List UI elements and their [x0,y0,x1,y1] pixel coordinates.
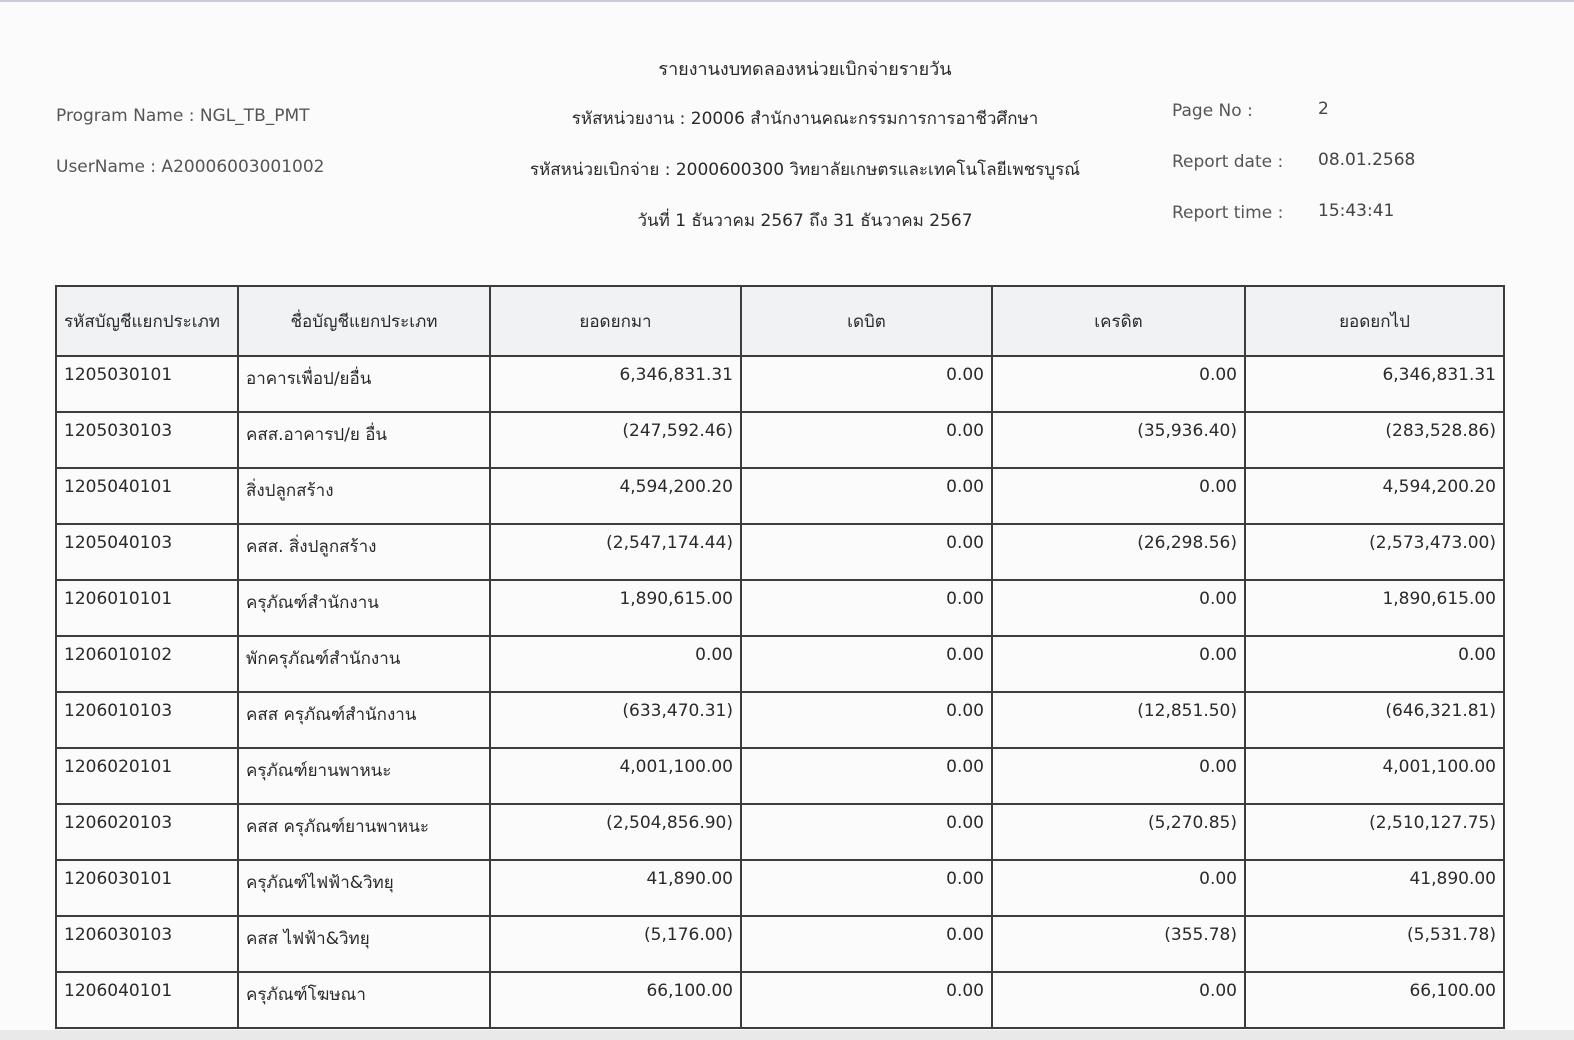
cell-account-name: ครุภัณฑ์ยานพาหนะ [238,748,490,804]
cell-credit: 0.00 [992,356,1245,412]
cell-closing-balance: 66,100.00 [1245,972,1504,1028]
cell-opening-balance: (247,592.46) [490,412,741,468]
cell-account-code: 1205030101 [56,356,238,412]
cell-opening-balance: 4,594,200.20 [490,468,741,524]
cell-credit: 0.00 [992,580,1245,636]
cell-account-name: อาคารเพื่อป/ยอื่น [238,356,490,412]
table-row [56,580,1504,636]
cell-credit: (5,270.85) [992,804,1245,860]
username: UserName : A20006003001002 [56,157,325,177]
cell-debit: 0.00 [741,468,992,524]
cell-debit: 0.00 [741,524,992,580]
disbursement-unit-line: รหัสหน่วยเบิกจ่าย : 2000600300 วิทยาลัยเกษตรและเทคโนโลยีเพชรบูรณ์ [529,160,1081,180]
cell-account-name: ครุภัณฑ์โฆษณา [238,972,490,1028]
cell-credit: 0.00 [992,860,1245,916]
cell-account-code: 1205040103 [56,524,238,580]
cell-account-code: 1205030103 [56,412,238,468]
table-row [56,972,1504,1028]
cell-credit: 0.00 [992,748,1245,804]
date-range-line: วันที่ 1 ธันวาคม 2567 ถึง 31 ธันวาคม 2567 [637,211,973,231]
cell-account-name: ครุภัณฑ์ไฟฟ้า&วิทยุ [238,860,490,916]
cell-closing-balance: (2,573,473.00) [1245,524,1504,580]
column-header-credit: เครดิต [992,286,1245,356]
cell-account-code: 1205040101 [56,468,238,524]
table-row [56,748,1504,804]
cell-account-name: พักครุภัณฑ์สำนักงาน [238,636,490,692]
cell-account-code: 1206010102 [56,636,238,692]
report-title: รายงานงบทดลองหน่วยเบิกจ่ายรายวัน [658,59,952,80]
cell-opening-balance: 1,890,615.00 [490,580,741,636]
cell-debit: 0.00 [741,356,992,412]
cell-credit: (12,851.50) [992,692,1245,748]
report-time-label: Report time : [1172,203,1284,223]
report-time-value: 15:43:41 [1318,201,1395,221]
cell-account-name: คสส. สิ่งปลูกสร้าง [238,524,490,580]
table-row [56,524,1504,580]
cell-credit: (26,298.56) [992,524,1245,580]
cell-account-code: 1206040101 [56,972,238,1028]
cell-account-code: 1206020101 [56,748,238,804]
top-edge-divider [0,0,1574,2]
table-row [56,860,1504,916]
cell-closing-balance: (283,528.86) [1245,412,1504,468]
cell-opening-balance: 66,100.00 [490,972,741,1028]
column-header-opening-balance: ยอดยกมา [490,286,741,356]
cell-opening-balance: 41,890.00 [490,860,741,916]
column-header-closing-balance: ยอดยกไป [1245,286,1504,356]
cell-debit: 0.00 [741,636,992,692]
column-header-debit: เดบิต [741,286,992,356]
bottom-edge-divider [0,1030,1574,1040]
cell-closing-balance: 6,346,831.31 [1245,356,1504,412]
table-body [56,356,1504,1028]
column-header-account-name: ชื่อบัญชีแยกประเภท [238,286,490,356]
cell-credit: 0.00 [992,468,1245,524]
cell-closing-balance: (5,531.78) [1245,916,1504,972]
cell-opening-balance: 4,001,100.00 [490,748,741,804]
agency-line: รหัสหน่วยงาน : 20006 สำนักงานคณะกรรมการการอาชีวศึกษา [571,109,1039,129]
cell-credit: (355.78) [992,916,1245,972]
report-date-value: 08.01.2568 [1318,150,1416,170]
cell-debit: 0.00 [741,748,992,804]
table-row [56,804,1504,860]
cell-account-name: คสส ครุภัณฑ์สำนักงาน [238,692,490,748]
cell-debit: 0.00 [741,580,992,636]
cell-credit: 0.00 [992,972,1245,1028]
cell-account-name: คสส.อาคารป/ย อื่น [238,412,490,468]
page-no-value: 2 [1318,99,1329,119]
cell-closing-balance: 1,890,615.00 [1245,580,1504,636]
cell-account-name: สิ่งปลูกสร้าง [238,468,490,524]
column-header-account-code: รหัสบัญชีแยกประเภท [56,286,238,356]
cell-opening-balance: 0.00 [490,636,741,692]
cell-account-code: 1206030103 [56,916,238,972]
cell-account-code: 1206030101 [56,860,238,916]
cell-debit: 0.00 [741,804,992,860]
cell-opening-balance: (2,547,174.44) [490,524,741,580]
cell-closing-balance: (2,510,127.75) [1245,804,1504,860]
cell-closing-balance: 41,890.00 [1245,860,1504,916]
cell-closing-balance: 0.00 [1245,636,1504,692]
cell-opening-balance: (633,470.31) [490,692,741,748]
cell-debit: 0.00 [741,692,992,748]
table-row [56,468,1504,524]
table-row [56,692,1504,748]
cell-debit: 0.00 [741,916,992,972]
cell-opening-balance: 6,346,831.31 [490,356,741,412]
cell-credit: (35,936.40) [992,412,1245,468]
cell-account-name: ครุภัณฑ์สำนักงาน [238,580,490,636]
table-row [56,356,1504,412]
cell-closing-balance: 4,001,100.00 [1245,748,1504,804]
cell-debit: 0.00 [741,412,992,468]
cell-opening-balance: (5,176.00) [490,916,741,972]
cell-account-code: 1206020103 [56,804,238,860]
table-row [56,916,1504,972]
program-name: Program Name : NGL_TB_PMT [56,106,310,126]
cell-account-name: คสส ครุภัณฑ์ยานพาหนะ [238,804,490,860]
page-no-label: Page No : [1172,101,1253,121]
cell-debit: 0.00 [741,860,992,916]
report-date-label: Report date : [1172,152,1284,172]
cell-credit: 0.00 [992,636,1245,692]
trial-balance-table [55,285,1505,1029]
cell-account-code: 1206010103 [56,692,238,748]
cell-account-code: 1206010101 [56,580,238,636]
table-header-row [56,286,1504,356]
cell-closing-balance: 4,594,200.20 [1245,468,1504,524]
table-row [56,636,1504,692]
table-row [56,412,1504,468]
cell-debit: 0.00 [741,972,992,1028]
cell-closing-balance: (646,321.81) [1245,692,1504,748]
cell-account-name: คสส ไฟฟ้า&วิทยุ [238,916,490,972]
cell-opening-balance: (2,504,856.90) [490,804,741,860]
